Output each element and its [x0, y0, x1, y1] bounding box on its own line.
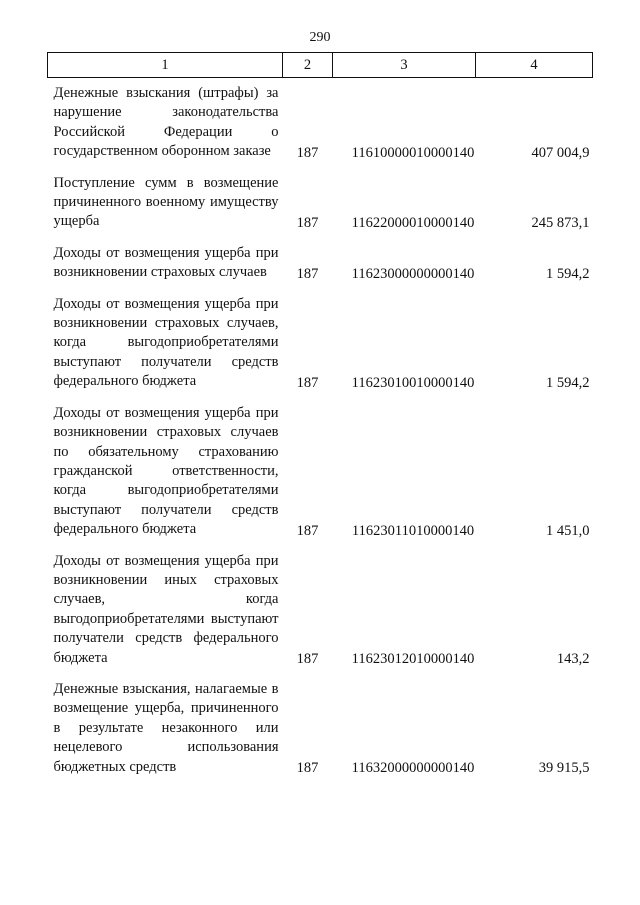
header-row [48, 53, 593, 78]
row-name: Доходы от возмещения ущерба при возникновении иных страховых случаев, когда выгодоприобретателями выступают получатели средств федерального бюджета [53, 552, 279, 666]
table-body [48, 78, 593, 790]
row-amount: 1 594,2 [546, 374, 590, 391]
row-kbk: 11623010010000140 [351, 374, 475, 391]
row-kbk: 11623000000000140 [351, 265, 475, 282]
row-amount: 143,2 [556, 650, 590, 667]
row-code: 187 [296, 374, 319, 391]
row-code: 187 [296, 265, 319, 282]
table-row [48, 404, 593, 552]
row-name: Денежные взыскания (штрафы) за нарушение законодательства Российской Федерации о государственном оборонном заказе [53, 85, 279, 160]
row-kbk: 11610000010000140 [351, 144, 475, 161]
column-header-3: 3 [333, 53, 476, 78]
column-header-2: 2 [283, 53, 333, 78]
table-row [48, 552, 593, 680]
row-code: 187 [296, 144, 319, 161]
row-amount: 39 915,5 [538, 760, 590, 776]
page-number: 290 [309, 30, 331, 45]
row-code: 187 [296, 650, 319, 667]
table-row [48, 295, 593, 404]
row-code: 187 [296, 214, 319, 231]
row-amount: 1 594,2 [546, 265, 590, 282]
table-header [48, 53, 593, 78]
table-row [48, 680, 593, 789]
row-name: Поступление сумм в возмещение причиненного военному имуществу ущерба [53, 174, 279, 230]
table-row [48, 244, 593, 295]
row-amount: 407 004,9 [531, 144, 590, 161]
row-kbk: 11623012010000140 [351, 650, 475, 667]
row-amount: 245 873,1 [531, 214, 590, 231]
row-name: Доходы от возмещения ущерба при возникновении страховых случаев, когда выгодоприобретателями выступают получатели средств федерального бюджета [53, 295, 279, 390]
row-kbk: 11623011010000140 [351, 522, 475, 539]
row-code: 187 [296, 522, 319, 539]
row-name: Доходы от возмещения ущерба при возникновении страховых случаев [53, 244, 279, 281]
row-amount: 1 451,0 [546, 522, 590, 539]
table-row [48, 174, 593, 244]
column-header-4: 4 [476, 53, 593, 78]
column-header-1: 1 [48, 53, 283, 78]
table-row [48, 78, 593, 174]
row-kbk: 11632000000000140 [351, 760, 475, 776]
row-name: Доходы от возмещения ущерба при возникновении страховых случаев по обязательному страхованию гражданской ответственности, когда выгодоприобретателями выступают получатели средств федерального бюджета [53, 404, 279, 538]
row-kbk: 11622000010000140 [351, 214, 475, 231]
revenue-table [47, 52, 593, 789]
row-name: Денежные взыскания, налагаемые в возмещение ущерба, причиненного в результате незаконного или нецелевого использования бюджетных средств [53, 680, 279, 775]
row-code: 187 [296, 760, 319, 776]
